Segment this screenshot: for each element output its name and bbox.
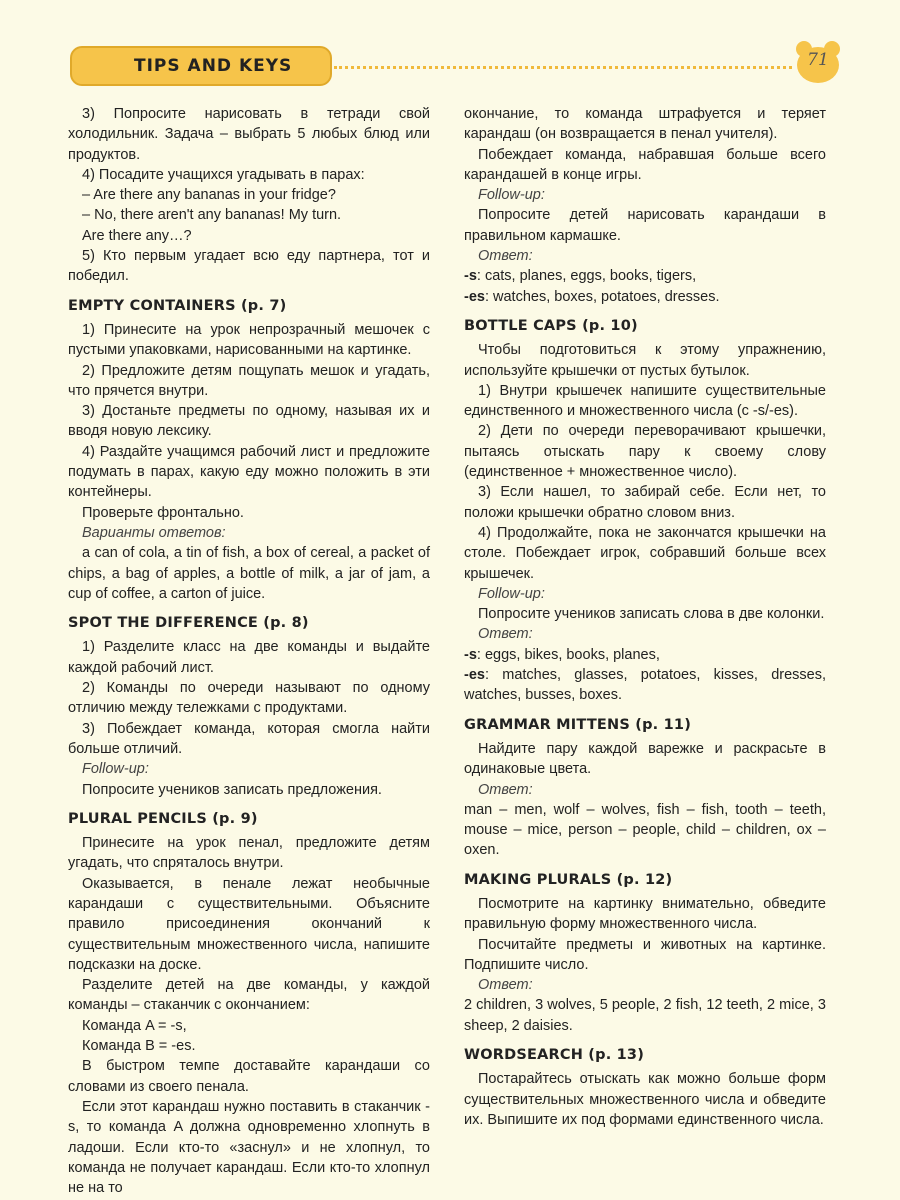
section-heading: BOTTLE CAPS (p. 10) [464, 317, 638, 334]
answers-text: a can of cola, a tin of fish, a box of cereal, a packet of chips, a bag of apples, a bottle of milk, a jar of jam, a cup of coffee, a carton of juice. [68, 545, 430, 602]
section-heading: SPOT THE DIFFERENCE (p. 8) [68, 615, 309, 632]
paragraph: 3) Если нашел, то забирай себе. Если нет, то положи крышечки обратно словом вниз. [464, 484, 826, 521]
paragraph: окончание, то команда штрафуется и теряет карандаш (он возвращается в пенал учителя). [464, 106, 826, 143]
paragraph: 2) Дети по очереди переворачивают крышечки, пытаясь отыскать пару к своему слову (единственное + множественное число). [464, 423, 826, 481]
page-number: 71 [807, 50, 829, 70]
answer-label: Ответ: [478, 248, 533, 265]
paragraph: Если этот карандаш нужно поставить в стаканчик -s, то команда A должна одновременно хлопнуть в ладоши. Если кто-то «заснул» и не хлопнул, то команда не получает карандаш. Если кто-то хлопнул не на то [68, 1098, 430, 1197]
paragraph: Оказывается, в пенале лежат необычные карандаши с существительными. Объясните правило присоединения окончаний к существительным множественного числа, напишите подсказки на доске. [68, 875, 430, 973]
paragraph: 4) Продолжайте, пока не закончатся крышечки на столе. Побеждает игрок, собравший больше всех крышечек. [464, 524, 826, 582]
right-column [464, 104, 826, 1130]
paragraph: 1) Разделите класс на две команды и выдайте каждой рабочий лист. [68, 639, 430, 676]
answer-label: Ответ: [478, 977, 533, 994]
paragraph: 3) Побеждает команда, которая смогла найти больше отличий. [68, 720, 430, 757]
paragraph: 4) Посадите учащихся угадывать в парах: [82, 166, 365, 183]
paragraph: 4) Раздайте учащимся рабочий лист и предложите подумать в парах, какую еду можно положить в эти контейнеры. [68, 443, 430, 501]
answer-text: : eggs, bikes, books, planes, [476, 646, 660, 663]
header-tab [70, 46, 332, 86]
header-dotted-line [334, 66, 792, 69]
team-line: Команда A = -s, [82, 1017, 187, 1034]
answer-text: 2 children, 3 wolves, 5 people, 2 fish, 12 teeth, 2 mice, 3 sheep, 2 daisies. [464, 997, 826, 1034]
paragraph: Постарайтесь отыскать как можно больше форм существительных множественного числа и обведите их. Выпишите их под формами единственного числа. [464, 1071, 826, 1128]
section-heading: WORDSEARCH (p. 13) [464, 1047, 645, 1064]
followup-label: Follow-up: [82, 761, 149, 778]
paragraph: Чтобы подготовиться к этому упражнению, используйте крышечки от пустых бутылок. [464, 342, 826, 379]
paragraph: 5) Кто первым угадает всю еду партнера, тот и победил. [68, 248, 430, 285]
answer-line [464, 665, 826, 706]
paragraph: Посмотрите на картинку внимательно, обведите правильную форму множественного числа. [464, 895, 826, 933]
followup-label: Follow-up: [478, 187, 545, 204]
paragraph: В быстром темпе доставайте карандаши со словами из своего пенала. [68, 1058, 430, 1095]
paragraph: 3) Достаньте предметы по одному, называя их и вводя новую лексику. [68, 403, 430, 440]
paragraph: Попросите детей нарисовать карандаши в правильном кармашке. [464, 207, 826, 244]
answer-line [464, 645, 826, 665]
answer-line [464, 266, 826, 286]
paragraph: Посчитайте предметы и животных на картинке. Подпишите число. [464, 936, 826, 973]
paragraph: Разделите детей на две команды, у каждой команды – стаканчик с окончанием: [68, 977, 430, 1014]
paragraph: 3) Попросите нарисовать в тетради свой холодильник. Задача – выбрать 5 любых блюд или продуктов. [68, 106, 430, 163]
answer-text: : matches, glasses, potatoes, kisses, dresses, watches, busses, boxes. [464, 667, 826, 704]
answer-text: man – men, wolf – wolves, fish – fish, tooth – teeth, mouse – mice, person – people, child – children, ox – oxen. [464, 801, 826, 859]
answer-key: -es [464, 288, 485, 305]
paragraph: Найдите пару каждой варежке и раскрасьте в одинаковые цвета. [464, 740, 826, 778]
paragraph: 2) Команды по очереди называют по одному отличию между тележками с продуктами. [68, 680, 430, 717]
answer-label: Ответ: [478, 781, 533, 798]
paragraph: 2) Предложите детям пощупать мешок и угадать, что прячется внутри. [68, 362, 430, 399]
answer-label: Ответ: [478, 626, 533, 643]
paragraph: Побеждает команда, набравшая больше всего карандашей в конце игры. [464, 146, 826, 183]
answer-key: -es [464, 667, 485, 684]
team-line: Команда B = -es. [82, 1038, 196, 1055]
dialogue-line: – Are there any bananas in your fridge? [82, 187, 336, 204]
answer-key: -s [464, 646, 477, 663]
paragraph: Принесите на урок пенал, предложите детям угадать, что спряталось внутри. [68, 835, 430, 872]
paragraph: 1) Внутри крышечек напишите существительные единственного и множественного числа (с -s/-es). [464, 382, 826, 420]
answer-line [464, 287, 826, 307]
paragraph: 1) Принесите на урок непрозрачный мешочек с пустыми упаковками, нарисованными на картинке. [68, 321, 430, 359]
answer-text: : watches, boxes, potatoes, dresses. [484, 288, 720, 305]
section-heading: PLURAL PENCILS (p. 9) [68, 810, 258, 827]
dialogue-line: – No, there aren't any bananas! My turn. [82, 207, 342, 224]
page-number-badge [794, 40, 842, 84]
followup-label: Follow-up: [478, 585, 545, 602]
answer-key: -s [464, 268, 477, 285]
section-heading: EMPTY CONTAINERS (p. 7) [68, 297, 287, 314]
header-title: TIPS AND KEYS [134, 56, 293, 76]
section-heading: GRAMMAR MITTENS (p. 11) [464, 716, 692, 733]
answer-text: : cats, planes, eggs, books, tigers, [476, 268, 697, 285]
section-heading: MAKING PLURALS (p. 12) [464, 871, 673, 888]
paragraph: Проверьте фронтально. [82, 504, 244, 521]
paragraph: Попросите учеников записать слова в две колонки. [478, 606, 825, 623]
left-column [68, 104, 430, 1198]
paragraph: Попросите учеников записать предложения. [82, 781, 382, 798]
answers-label: Варианты ответов: [82, 524, 226, 541]
dialogue-line: Are there any…? [82, 227, 192, 244]
